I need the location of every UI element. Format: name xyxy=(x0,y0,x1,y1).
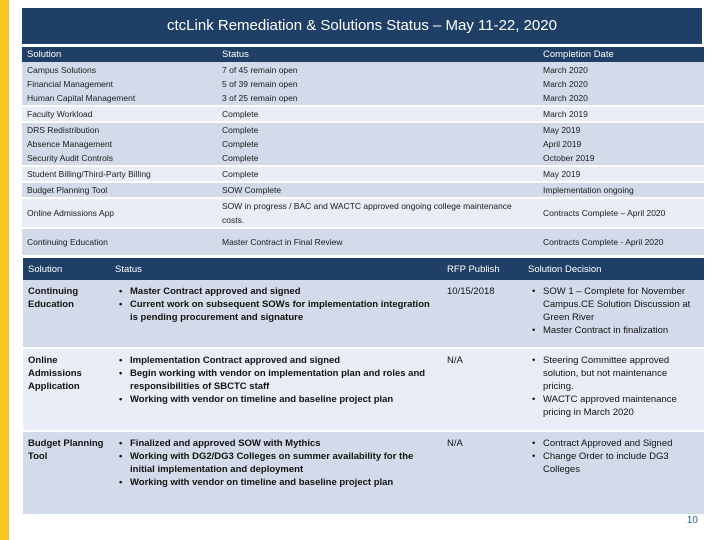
header-status: Status xyxy=(217,47,538,62)
status-cell xyxy=(110,280,442,348)
rfp-publish-cell: N/A xyxy=(442,431,523,515)
status-summary-table xyxy=(22,47,704,257)
cell-line: Budget Planning Tool xyxy=(27,185,108,195)
header-completion-date: Completion Date xyxy=(538,47,704,62)
cell-line: October 2019 xyxy=(543,153,595,163)
decision-bullet: • Master Contract in finalization xyxy=(528,324,699,337)
solution-decision-cell xyxy=(523,431,704,515)
decision-bullet: • SOW 1 – Complete for November Campus.CE Solution Discussion at Green River xyxy=(528,285,699,324)
solution-cell: Continuing Education xyxy=(23,280,110,348)
cell-line: Online Admissions App xyxy=(27,208,114,218)
table-row xyxy=(22,166,704,182)
solution-cell: Online Admissions Application xyxy=(23,348,110,431)
cell-line: March 2020 xyxy=(543,64,588,75)
cell-line: Human Capital Management xyxy=(27,92,136,103)
status-bullet: • Finalized and approved SOW with Mythics xyxy=(115,437,437,450)
cell-line: 5 of 39 remain open xyxy=(222,78,298,89)
cell-line: Contracts Complete - April 2020 xyxy=(543,237,664,247)
table-row xyxy=(22,198,704,228)
cell-line: March 2020 xyxy=(543,92,588,103)
cell-line: Complete xyxy=(222,169,259,179)
decision-bullet: • Contract Approved and Signed xyxy=(528,437,699,450)
table-row xyxy=(22,228,704,256)
header-solution: Solution xyxy=(22,47,217,62)
solution-decision-cell xyxy=(523,348,704,431)
solution-cell: Budget Planning Tool xyxy=(23,431,110,515)
status-bullet: • Master Contract approved and signed xyxy=(115,285,437,298)
page-number: 10 xyxy=(686,515,698,526)
rfp-publish-cell: 10/15/2018 xyxy=(442,280,523,348)
cell-line: SOW Complete xyxy=(222,185,282,195)
status-bullet: • Begin working with vendor on implementation plan and roles and responsibilities of SBCTC staff xyxy=(115,367,437,393)
cell-line: SOW in progress / BAC and WACTC approved ongoing college maintenance costs. xyxy=(222,201,512,225)
table-row xyxy=(22,106,704,122)
status-cell xyxy=(110,431,442,515)
page-title: ctcLink Remediation & Solutions Status – May 11-22, 2020 xyxy=(22,8,702,44)
cell-line: Contracts Complete – April 2020 xyxy=(543,208,666,218)
header-rfp-publish: RFP Publish xyxy=(442,258,523,280)
decision-bullet: • Steering Committee approved solution, but not maintenance pricing. xyxy=(528,354,699,393)
table-row xyxy=(22,182,704,198)
decision-bullet: • Change Order to include DG3 Colleges xyxy=(528,450,699,476)
status-bullet: • Working with DG2/DG3 Colleges on summer availability for the initial implementation and deployment xyxy=(115,450,437,476)
accent-bar xyxy=(0,0,9,540)
solution-cell xyxy=(22,166,217,182)
cell-line: May 2019 xyxy=(543,169,581,179)
cell-line: Complete xyxy=(222,109,259,119)
completion-date-cell xyxy=(538,182,704,198)
cell-line: Absence Management xyxy=(27,139,113,149)
cell-line: 7 of 45 remain open xyxy=(222,64,298,75)
completion-date-cell xyxy=(538,166,704,182)
table-row xyxy=(23,280,704,348)
status-bullet: • Current work on subsequent SOWs for implementation integration is pending procurement and signature xyxy=(115,298,437,324)
completion-date-cell xyxy=(538,106,704,122)
cell-line: Financial Management xyxy=(27,78,113,89)
status-cell xyxy=(217,106,538,122)
status-bullet: • Working with vendor on timeline and baseline project plan xyxy=(115,476,437,489)
cell-line: Security Audit Controls xyxy=(27,153,113,163)
cell-line: Master Contract in Final Review xyxy=(222,237,343,247)
completion-date-cell xyxy=(538,62,704,106)
cell-line: April 2019 xyxy=(543,139,582,149)
cell-line: March 2020 xyxy=(543,78,588,89)
status-cell xyxy=(110,348,442,431)
status-bullet: • Implementation Contract approved and signed xyxy=(115,354,437,367)
cell-line: Continuing Education xyxy=(27,237,108,247)
cell-line: DRS Redistribution xyxy=(27,125,100,135)
status-cell xyxy=(217,198,538,228)
cell-line: March 2019 xyxy=(543,109,588,119)
cell-line: Complete xyxy=(222,153,259,163)
decision-bullet: • WACTC approved maintenance pricing in March 2020 xyxy=(528,393,699,419)
cell-line: Student Billing/Third-Party Billing xyxy=(27,169,151,179)
status-cell xyxy=(217,166,538,182)
solution-decision-cell xyxy=(523,280,704,348)
status-cell xyxy=(217,182,538,198)
header-solution: Solution xyxy=(23,258,110,280)
table-row xyxy=(22,62,704,106)
solution-detail-table xyxy=(23,258,704,516)
cell-line: May 2019 xyxy=(543,125,581,135)
table-row xyxy=(23,348,704,431)
solution-cell xyxy=(22,106,217,122)
table-row xyxy=(22,122,704,166)
solution-cell xyxy=(22,62,217,106)
completion-date-cell xyxy=(538,198,704,228)
solution-cell xyxy=(22,182,217,198)
header-solution-decision: Solution Decision xyxy=(523,258,704,280)
cell-line: Complete xyxy=(222,125,259,135)
table-row xyxy=(23,431,704,515)
status-cell xyxy=(217,228,538,256)
completion-date-cell xyxy=(538,122,704,166)
status-cell xyxy=(217,62,538,106)
completion-date-cell xyxy=(538,228,704,256)
cell-line: Implementation ongoing xyxy=(543,185,634,195)
status-bullet: • Working with vendor on timeline and baseline project plan xyxy=(115,393,437,406)
cell-line: 3 of 25 remain open xyxy=(222,92,298,103)
solution-cell xyxy=(22,122,217,166)
cell-line: Faculty Workload xyxy=(27,109,93,119)
cell-line: Complete xyxy=(222,139,259,149)
header-status: Status xyxy=(110,258,442,280)
solution-cell xyxy=(22,228,217,256)
rfp-publish-cell: N/A xyxy=(442,348,523,431)
status-cell xyxy=(217,122,538,166)
cell-line: Campus Solutions xyxy=(27,64,96,75)
solution-cell xyxy=(22,198,217,228)
